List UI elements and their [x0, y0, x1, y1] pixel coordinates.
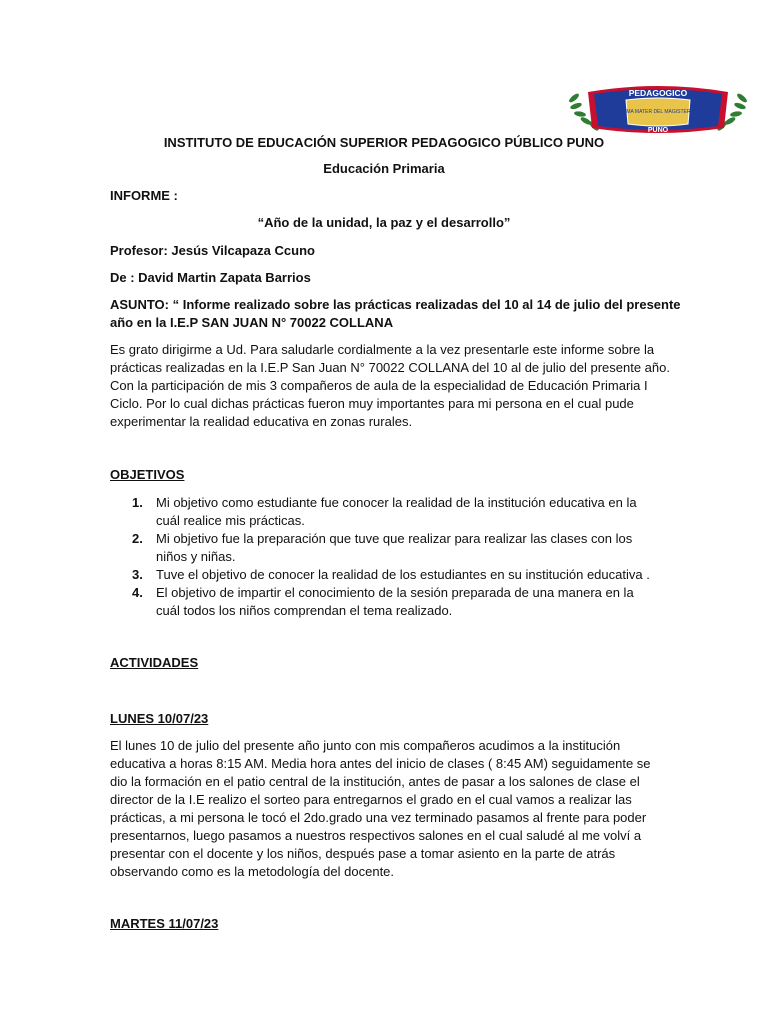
intro-line: Con la participación de mis 3 compañeros de aula de la especialidad de Educación Primaria I	[110, 378, 648, 393]
list-item-number: 3.	[132, 567, 143, 582]
list-item	[110, 530, 670, 566]
list-item-number: 2.	[132, 531, 143, 546]
sender-line: De : David Martin Zapata Barrios	[110, 270, 311, 285]
year-motto: “Año de la unidad, la paz y el desarrollo”	[257, 215, 511, 230]
institute-logo	[566, 82, 750, 138]
list-item-number: 4.	[132, 585, 143, 600]
lunes-line: presentar con el docente y los niños, después pase a tomar asiento en la parte de atrás	[110, 846, 616, 861]
logo-text-bottom: PUNO	[647, 127, 669, 134]
lunes-line: prácticas, a mi persona le tocó el 2do.grado una vez terminado pasamos al frente para poder	[110, 810, 647, 825]
logo-text-top: PEDAGOGICO	[628, 88, 688, 98]
list-item-text: Tuve el objetivo de conocer la realidad de los estudiantes en su institución educativa .	[156, 567, 650, 582]
informe-label: INFORME :	[110, 188, 178, 203]
lunes-line: observando como es la metodología del docente.	[110, 864, 395, 879]
lunes-heading: LUNES 10/07/23	[110, 711, 209, 726]
list-item-text: cuál realice mis prácticas.	[156, 513, 305, 528]
asunto-line-2: año en la I.E.P SAN JUAN N° 70022 COLLANA	[110, 315, 394, 330]
list-item-number: 1.	[132, 495, 143, 510]
list-item	[110, 566, 670, 584]
logo-text-middle: ALMA MATER DEL MAGISTERIO	[620, 109, 696, 115]
list-item-text: niños y niñas.	[156, 549, 236, 564]
objetivos-heading: OBJETIVOS	[110, 467, 185, 482]
list-item-text: Mi objetivo como estudiante fue conocer la realidad de la institución educativa en la	[156, 495, 637, 510]
intro-line: Es grato dirigirme a Ud. Para saludarle cordialmente a la vez presentarle este informe sobre la	[110, 342, 655, 357]
program-title: Educación Primaria	[323, 161, 445, 176]
asunto-line-1: ASUNTO: “ Informe realizado sobre las prácticas realizadas del 10 al 14 de julio del presente	[110, 297, 681, 312]
intro-paragraph	[110, 341, 670, 431]
lunes-line: director de la I.E realizo el sorteo para entregarnos el grado en el cual vamos a realizar las	[110, 792, 632, 807]
lunes-line: El lunes 10 de julio del presente año junto con mis compañeros acudimos a la institución	[110, 738, 621, 753]
lunes-line: presentarnos, luego pasamos a nuestros respectivos salones en el cual saludé al me volví a	[110, 828, 642, 843]
martes-heading: MARTES 11/07/23	[110, 916, 219, 931]
list-item-text: El objetivo de impartir el conocimiento de la sesión preparada de una manera en la	[156, 585, 634, 600]
objetivos-list	[110, 494, 670, 620]
lunes-line: dio la formación en el patio central de la institución, antes de pasar a los salones de clase el	[110, 774, 640, 789]
institute-title: INSTITUTO DE EDUCACIÓN SUPERIOR PEDAGOGICO PÚBLICO PUNO	[163, 135, 605, 150]
list-item-text: cuál todos los niños comprendan el tema realizado.	[156, 603, 453, 618]
intro-line: Ciclo. Por lo cual dichas prácticas fueron muy importantes para mi persona en el cual pude	[110, 396, 634, 411]
actividades-heading: ACTIVIDADES	[110, 655, 199, 670]
intro-line: experimentar la realidad educativa en zonas rurales.	[110, 414, 413, 429]
list-item	[110, 494, 670, 530]
list-item	[110, 584, 670, 620]
lunes-paragraph	[110, 737, 670, 881]
intro-line: prácticas realizadas en la I.E.P San Juan N° 70022 COLLANA del 10 al de julio del presente año.	[110, 360, 670, 375]
profesor-line: Profesor: Jesús Vilcapaza Ccuno	[110, 243, 315, 258]
list-item-text: Mi objetivo fue la preparación que tuve que realizar para realizar las clases con los	[156, 531, 633, 546]
lunes-line: educativa a horas 8:15 AM. Media hora antes del inicio de clases ( 8:45 AM) seguidamente se	[110, 756, 651, 771]
